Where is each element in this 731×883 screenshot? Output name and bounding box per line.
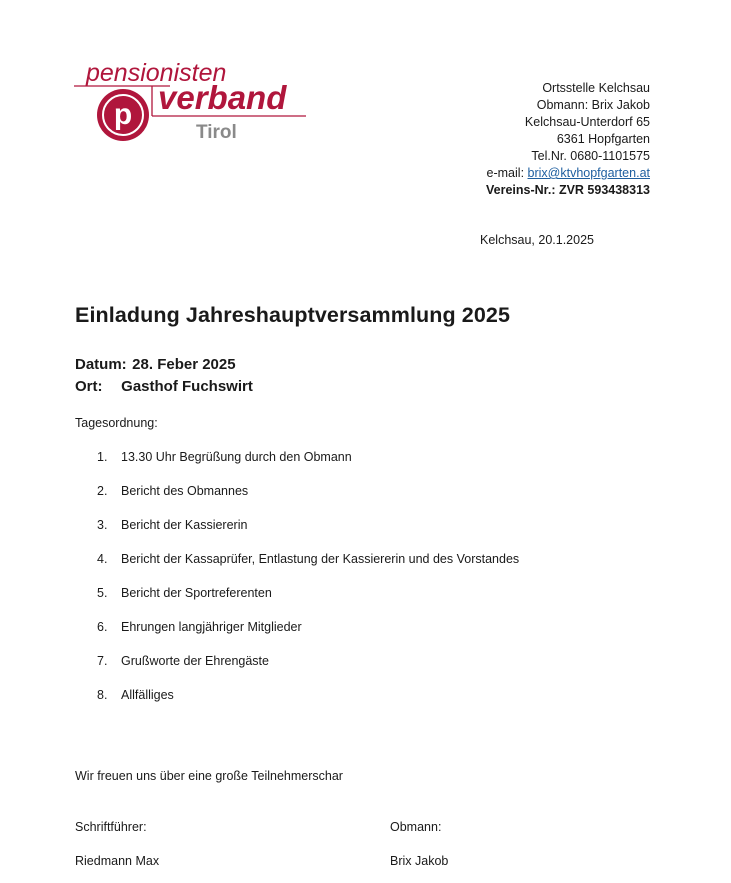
agenda-item-number: 3. xyxy=(97,518,108,532)
agenda-item xyxy=(97,586,519,620)
agenda-item-number: 5. xyxy=(97,586,108,600)
signature-right-name: Brix Jakob xyxy=(390,854,449,868)
logo-word-verband: verband xyxy=(158,79,287,116)
agenda-item xyxy=(97,688,519,722)
agenda-item xyxy=(97,450,519,484)
agenda-item-text: Allfälliges xyxy=(121,688,174,702)
meeting-place-value: Gasthof Fuchswirt xyxy=(121,378,253,395)
address-line-city: 6361 Hopfgarten xyxy=(556,132,650,146)
agenda-item xyxy=(97,620,519,654)
address-line-registry: Vereins-Nr.: ZVR 593438313 xyxy=(486,183,650,197)
agenda-item-text: Grußworte der Ehrengäste xyxy=(121,654,269,668)
agenda-item-text: 13.30 Uhr Begrüßung durch den Obmann xyxy=(121,450,352,464)
agenda-item-number: 6. xyxy=(97,620,108,634)
agenda-item-number: 8. xyxy=(97,688,108,702)
agenda-item-text: Bericht des Obmannes xyxy=(121,484,249,498)
address-line-email xyxy=(486,165,650,182)
email-label: e-mail: xyxy=(486,166,528,180)
agenda-item-text: Bericht der Kassiererin xyxy=(121,518,248,532)
agenda-item-number: 7. xyxy=(97,654,108,668)
address-line-chairman: Obmann: Brix Jakob xyxy=(536,98,650,112)
agenda-item xyxy=(97,654,519,688)
meeting-date-value: 28. Feber 2025 xyxy=(132,356,236,373)
meeting-date-row xyxy=(75,356,236,373)
meeting-place-label: Ort: xyxy=(75,378,103,395)
address-block xyxy=(486,80,650,199)
agenda-item xyxy=(97,484,519,518)
agenda-item-text: Ehrungen langjähriger Mitglieder xyxy=(121,620,302,634)
organization-logo xyxy=(72,58,312,148)
agenda-item-number: 2. xyxy=(97,484,108,498)
agenda-heading: Tagesordnung: xyxy=(75,416,158,430)
address-line-branch: Ortsstelle Kelchsau xyxy=(542,81,650,95)
logo-word-pensionisten: pensionisten xyxy=(86,59,227,87)
email-link[interactable]: brix@ktvhopfgarten.at xyxy=(527,166,650,180)
logo-letter: p xyxy=(113,98,133,131)
letter-date: Kelchsau, 20.1.2025 xyxy=(480,233,594,247)
agenda-item xyxy=(97,518,519,552)
signature-left-name: Riedmann Max xyxy=(75,854,160,868)
agenda-item-number: 4. xyxy=(97,552,108,566)
agenda-item xyxy=(97,552,519,586)
closing-sentence: Wir freuen uns über eine große Teilnehmerschar xyxy=(75,769,343,783)
agenda-item-number: 1. xyxy=(97,450,108,464)
agenda-item-text: Bericht der Sportreferenten xyxy=(121,586,272,600)
signature-left-role: Schriftführer: xyxy=(75,820,147,834)
address-line-street: Kelchsau-Unterdorf 65 xyxy=(524,115,650,129)
logo-word-tirol: Tirol xyxy=(196,122,237,143)
logo-graphic xyxy=(72,58,312,148)
meeting-place-row xyxy=(75,378,253,395)
signature-right-role: Obmann: xyxy=(390,820,442,834)
agenda-list xyxy=(97,450,519,722)
meeting-date-label: Datum: xyxy=(75,356,127,373)
document-title: Einladung Jahreshauptversammlung 2025 xyxy=(75,303,511,327)
address-line-phone: Tel.Nr. 0680-1101575 xyxy=(531,149,650,163)
agenda-item-text: Bericht der Kassaprüfer, Entlastung der Kassiererin und des Vorstandes xyxy=(121,552,520,566)
